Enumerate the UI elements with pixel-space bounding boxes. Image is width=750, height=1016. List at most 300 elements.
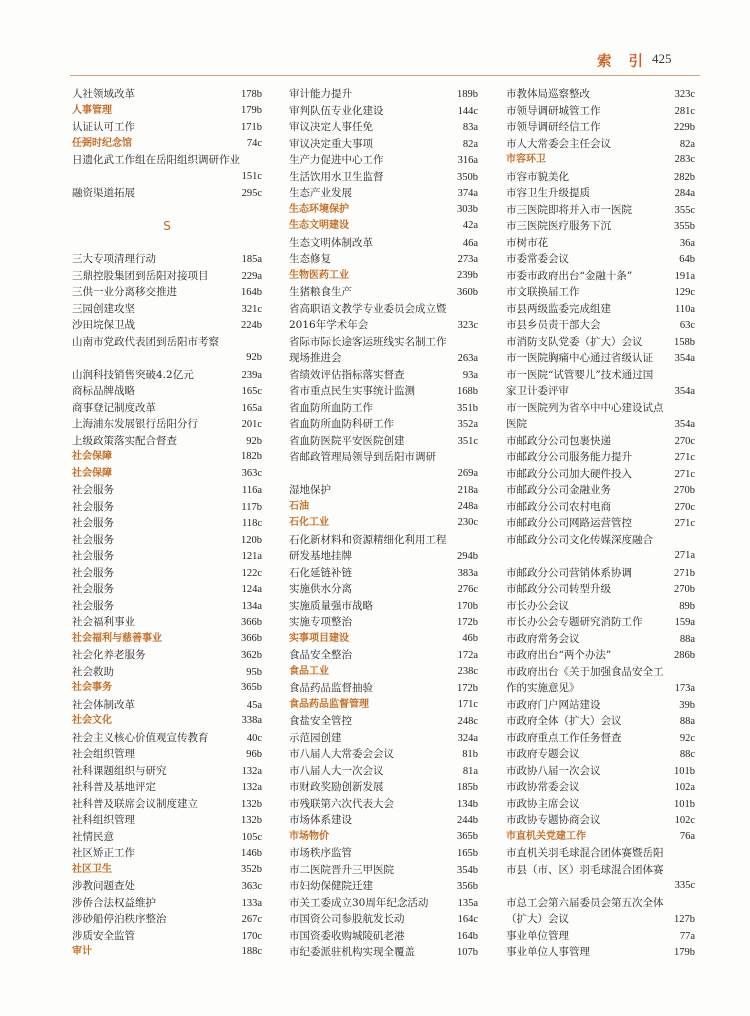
index-term: 家卫计委评审 — [506, 385, 569, 397]
index-entry-row — [72, 301, 262, 318]
page-reference: 244b — [457, 815, 478, 826]
page-reference: 284a — [674, 188, 695, 199]
page-reference: 229a — [241, 270, 262, 282]
index-entry-row — [72, 317, 262, 334]
page-reference: 135a — [457, 897, 478, 909]
index-heading-row — [289, 631, 478, 648]
index-term: 市政协主席会议 — [506, 797, 580, 810]
index-term: 市树市花 — [506, 236, 548, 249]
index-heading-term: 社会保障 — [72, 467, 112, 479]
index-entry-row — [72, 334, 262, 351]
index-heading-term: 社会福利与慈善事业 — [72, 632, 162, 644]
page-reference: 105c — [241, 831, 262, 843]
page-reference: 351c — [457, 435, 478, 447]
index-heading-term: 市直机关党建工作 — [506, 830, 586, 842]
index-term: 日遗化武工作组在岳阳组织调研作业 — [72, 154, 240, 166]
index-entry-row — [506, 499, 695, 516]
index-heading-term: 生态环境保护 — [289, 203, 349, 215]
index-term: 涉质安全监管 — [72, 929, 135, 942]
page-reference: 117b — [241, 501, 262, 513]
index-entry-row — [289, 812, 478, 829]
index-entry-row — [289, 119, 478, 136]
index-heading-row — [72, 944, 262, 961]
index-term: 实施专项整治 — [289, 616, 352, 628]
index-term: 社科普及基地评定 — [72, 781, 156, 793]
index-term: 市邮政分公司文化传媒深度融合 — [506, 533, 653, 546]
index-term: 山润科技销售突破4.2亿元 — [72, 368, 194, 381]
index-entry-row — [72, 416, 262, 433]
page-reference: 365b — [241, 682, 262, 693]
index-heading-row — [506, 829, 695, 846]
page-reference: 179b — [241, 104, 262, 116]
page-reference: 270b — [674, 584, 695, 595]
page-reference: 351b — [457, 402, 478, 414]
index-entry-row — [289, 730, 478, 747]
index-entry-row — [506, 565, 695, 582]
page-reference: 107b — [457, 947, 478, 958]
index-entry-row — [72, 383, 262, 400]
index-entry-row — [72, 548, 262, 565]
index-entry-row — [72, 581, 262, 598]
page-reference: 323c — [457, 320, 478, 331]
index-entry-row — [72, 928, 262, 945]
page-reference: 271c — [674, 518, 695, 529]
page-reference: 354b — [457, 864, 478, 876]
index-term: 市县（市、区）羽毛球混合团体赛 — [506, 863, 664, 876]
page-reference: 271c — [674, 468, 695, 480]
index-entry-row — [506, 746, 695, 763]
page-reference: 239a — [241, 369, 262, 381]
index-entry-row — [506, 202, 695, 219]
index-term: 市三医院医疗服务下沉 — [506, 220, 611, 232]
index-term: 社会服务 — [72, 599, 114, 612]
page-reference: 81b — [462, 749, 478, 760]
index-entry-row — [289, 680, 478, 697]
index-heading-row — [72, 103, 262, 120]
page-reference: 168b — [457, 386, 478, 397]
index-term: 市长办公会议 — [506, 599, 569, 612]
index-term: 山南市党政代表团到岳阳市考察 — [72, 335, 219, 348]
index-entry-row — [506, 796, 695, 813]
index-term: 市总工会第六届委员会第五次全体 — [506, 896, 664, 909]
index-entry-row — [506, 532, 695, 549]
index-entry-row — [72, 482, 262, 499]
index-entry-row — [72, 779, 262, 796]
page-reference: 39b — [679, 699, 695, 711]
index-term: 市邮政分公司服务能力提升 — [506, 451, 632, 463]
page-reference: 335c — [674, 880, 695, 891]
index-entry-row — [289, 581, 478, 598]
index-entry-row — [506, 713, 695, 730]
index-entry-row — [506, 103, 695, 120]
page-reference: 363c — [241, 881, 262, 892]
index-term: 社会服务 — [72, 484, 114, 496]
index-term: 市县两级监委完成组建 — [506, 302, 611, 315]
page-reference: 270c — [674, 435, 695, 447]
index-entry-row — [506, 515, 695, 532]
index-entry-row — [289, 136, 478, 153]
page-reference: 283c — [674, 154, 695, 165]
index-term: 实施质量强市战略 — [289, 599, 373, 612]
index-entry-row — [72, 664, 262, 681]
index-entry-row — [289, 334, 478, 351]
index-heading-row — [72, 713, 262, 730]
page-reference: 185a — [241, 254, 262, 265]
index-heading-term: 食品工业 — [289, 665, 329, 677]
index-term: 三鼎控股集团到岳阳对接项目 — [72, 269, 209, 282]
page-reference: 92c — [679, 732, 695, 744]
index-heading-row — [289, 664, 478, 681]
page-reference: 267c — [241, 914, 262, 925]
page-reference: 172b — [457, 683, 478, 694]
page-reference: 116a — [241, 485, 262, 496]
index-term: 生态文明体制改革 — [289, 236, 373, 249]
index-term: 社会组织管理 — [72, 748, 135, 760]
index-entry-row — [506, 598, 695, 615]
page-reference: 92b — [246, 352, 262, 363]
index-heading-row — [506, 152, 695, 169]
page-reference: 82a — [462, 138, 478, 150]
index-term: 市邮政分公司包裹快递 — [506, 434, 611, 447]
index-term: 社区矫正工作 — [72, 847, 135, 859]
page-reference: 178b — [241, 89, 262, 100]
index-term: （扩大）会议 — [506, 913, 569, 925]
page-reference: 355b — [674, 221, 695, 232]
page-reference: 159a — [674, 617, 695, 628]
page-reference: 158b — [674, 336, 695, 348]
index-term: 市长办公会专题研究消防工作 — [506, 616, 643, 628]
index-term: 市委市政府出台“金融十条” — [506, 269, 633, 282]
index-term: 上级政策落实配合督查 — [72, 434, 177, 447]
page-reference: 134a — [241, 600, 262, 612]
index-entry-row — [506, 383, 695, 400]
page-reference: 355c — [674, 204, 695, 216]
page-reference: 88a — [679, 716, 695, 727]
index-term: 生态产业发展 — [289, 187, 352, 199]
index-heading-term: 石化工业 — [289, 517, 329, 528]
page-reference: 88a — [679, 633, 695, 645]
header-divider — [70, 75, 700, 76]
page-reference: 366b — [241, 632, 262, 644]
index-entry-row — [72, 350, 262, 367]
page-reference: 218a — [457, 485, 478, 496]
index-entry-row — [506, 928, 695, 945]
page-number: 425 — [652, 51, 672, 66]
index-entry-row — [289, 301, 478, 318]
index-heading-term: 市容环卫 — [506, 154, 546, 165]
index-term: 生猪粮食生产 — [289, 286, 352, 298]
index-heading-row — [289, 697, 478, 714]
index-term: 省绩效评估指标落实督查 — [289, 368, 405, 381]
page-reference: 134b — [457, 798, 478, 810]
index-term: 社会化养老服务 — [72, 649, 146, 661]
index-term: 社会服务 — [72, 533, 114, 546]
page-reference: 164c — [457, 914, 478, 925]
page-reference: 248c — [457, 716, 478, 727]
page-reference: 303b — [457, 203, 478, 215]
index-column-3 — [506, 86, 695, 961]
index-term: 市政协专题协商会议 — [506, 814, 601, 826]
index-entry-row — [289, 235, 478, 252]
index-term: 市场秩序监管 — [289, 847, 352, 859]
index-term: 市政协八届一次会议 — [506, 764, 601, 777]
index-term: 市政府门户网站建设 — [506, 698, 601, 711]
page-reference: 323c — [674, 89, 695, 100]
page-reference: 356b — [457, 881, 478, 892]
index-entry-row — [289, 878, 478, 895]
page-reference: 172b — [457, 617, 478, 628]
index-term: 市八届人大一次会议 — [289, 764, 384, 777]
index-term: 市财政奖励创新发展 — [289, 781, 384, 793]
index-entry-row — [289, 763, 478, 780]
page-reference: 321c — [241, 303, 262, 315]
page-reference: 276c — [457, 584, 478, 595]
index-section-letter — [72, 202, 262, 252]
page-reference: 366b — [241, 617, 262, 628]
page-reference: 286b — [674, 650, 695, 661]
index-entry-row — [506, 862, 695, 879]
index-entry-row — [289, 598, 478, 615]
index-entry-row — [506, 400, 695, 417]
index-term: 社会服务 — [72, 583, 114, 595]
index-entry-row — [289, 862, 478, 879]
index-term: 生活饮用水卫生监督 — [289, 170, 384, 183]
page-reference: 144c — [457, 105, 478, 117]
index-term: 省邮政管理局领导到岳阳市调研 — [289, 451, 436, 463]
page-reference: 270b — [674, 485, 695, 496]
index-entry-row — [72, 565, 262, 582]
index-entry-row — [289, 317, 478, 334]
page-reference: 133a — [241, 897, 262, 909]
page-reference: 294b — [457, 551, 478, 562]
index-entry-row — [72, 598, 262, 615]
index-entry-row — [72, 367, 262, 384]
index-term: 涉教问题查处 — [72, 880, 135, 892]
index-entry-row — [72, 647, 262, 664]
index-term: 省市重点民生实事统计监测 — [289, 385, 415, 397]
index-column-2 — [289, 86, 478, 961]
index-entry-row — [506, 697, 695, 714]
index-entry-row — [289, 647, 478, 664]
index-entry-row — [72, 284, 262, 301]
page-header — [0, 0, 750, 80]
index-entry-row — [506, 845, 695, 862]
index-term: 研发基地挂牌 — [289, 550, 352, 562]
index-entry-row — [72, 515, 262, 532]
index-entry-row — [289, 944, 478, 961]
section-title: 索 引 — [597, 54, 650, 70]
index-term: 市一医院“试管婴儿”技术通过国 — [506, 368, 654, 381]
page-reference: 354a — [674, 419, 695, 430]
index-heading-term: 任弼时纪念馆 — [72, 137, 132, 149]
page-reference: 132b — [241, 815, 262, 826]
page-reference: 173a — [674, 683, 695, 694]
page-reference: 172a — [457, 650, 478, 661]
index-entry-row — [72, 433, 262, 450]
index-entry-row — [289, 251, 478, 268]
index-entry-row — [72, 119, 262, 136]
page-reference: 365b — [457, 830, 478, 842]
index-term: 市国资公司参股航发长动 — [289, 913, 405, 925]
index-entry-row — [72, 829, 262, 846]
index-term: 市八届人大常委会会议 — [289, 748, 394, 760]
index-entry-row — [72, 152, 262, 169]
index-term: 事业单位管理 — [506, 929, 569, 942]
page-reference: 281c — [674, 105, 695, 117]
index-heading-term: 石油 — [289, 500, 309, 512]
page-reference: 338a — [241, 715, 262, 726]
page-reference: 102a — [674, 782, 695, 793]
index-term: 商事登记制度改革 — [72, 401, 156, 414]
index-entry-row — [289, 713, 478, 730]
index-term: 石化延链补链 — [289, 566, 352, 579]
index-entry-row — [506, 317, 695, 334]
index-entry-row — [289, 367, 478, 384]
page-reference: 132a — [241, 765, 262, 777]
page-reference: 165a — [241, 402, 262, 414]
index-entry-row — [289, 895, 478, 912]
index-term: 2016年学术年会 — [289, 319, 369, 331]
index-term: 市一医院列为省卒中中心建设试点 — [506, 401, 664, 414]
index-entry-row — [289, 548, 478, 565]
index-heading-term: 社区卫生 — [72, 863, 112, 875]
page-reference: 92b — [246, 435, 262, 447]
index-entry-row — [289, 482, 478, 499]
page-reference: 165c — [241, 386, 262, 397]
index-term: 现场推进会 — [289, 352, 342, 364]
index-entry-row — [72, 86, 262, 103]
page-reference: 89b — [679, 600, 695, 612]
index-term: 石化新材料和资源精细化利用工程 — [289, 533, 447, 546]
index-entry-row — [72, 268, 262, 285]
index-entry-row — [289, 169, 478, 186]
index-heading-row — [289, 499, 478, 516]
index-entry-row — [506, 482, 695, 499]
index-term: 市妇幼保健院迁建 — [289, 880, 373, 892]
index-entry-row — [506, 449, 695, 466]
index-term: 生态修复 — [289, 253, 331, 265]
index-term: 市领导调研城管工作 — [506, 104, 601, 117]
page-reference: 46b — [462, 632, 478, 644]
index-term: 市人大常委会主任会议 — [506, 137, 611, 150]
index-entry-row — [506, 631, 695, 648]
index-entry-row — [72, 878, 262, 895]
index-term: 市县乡员责干部大会 — [506, 319, 601, 331]
index-term: 市国资委收购城陵矶老港 — [289, 929, 405, 942]
page-reference: 170c — [241, 930, 262, 942]
index-term: 省际市际长途客运班线实名制工作 — [289, 335, 447, 348]
index-heading-row — [289, 268, 478, 285]
index-entry-row — [289, 400, 478, 417]
index-entry-row — [72, 185, 262, 202]
index-heading-term: 人事管理 — [72, 104, 112, 116]
index-entry-row — [506, 416, 695, 433]
index-entry-row — [289, 565, 478, 582]
index-term: 省血防所血防工作 — [289, 401, 373, 414]
index-term: 市邮政分公司加大硬件投入 — [506, 467, 632, 480]
index-heading-term: 审计 — [72, 946, 92, 957]
page-reference: 238c — [457, 665, 478, 677]
page-reference: 271c — [674, 452, 695, 463]
index-term: 作的实施意见》 — [506, 682, 580, 694]
index-heading-row — [72, 449, 262, 466]
index-entry-row — [289, 416, 478, 433]
index-entry-row — [289, 86, 478, 103]
index-term: 社会体制改革 — [72, 698, 135, 711]
index-entry-row — [506, 235, 695, 252]
index-entry-row — [506, 119, 695, 136]
index-term: 市文联换届工作 — [506, 286, 580, 298]
page-reference: 93a — [462, 369, 478, 381]
page-reference: 46a — [462, 237, 478, 249]
index-term: 事业单位人事管理 — [506, 946, 590, 958]
index-entry-row — [289, 449, 478, 466]
page-reference: 164b — [241, 287, 262, 298]
page-reference: 63c — [679, 320, 695, 331]
index-entry-row — [289, 152, 478, 169]
page-reference: 229b — [674, 122, 695, 133]
page-reference: 230c — [457, 517, 478, 528]
index-entry-row — [506, 367, 695, 384]
index-entry-row — [72, 499, 262, 516]
index-term: 市一医院胸痛中心通过省级认证 — [506, 352, 653, 364]
index-entry-row — [72, 400, 262, 417]
index-term: 市政府常务会议 — [506, 632, 580, 645]
index-entry-row — [506, 812, 695, 829]
index-heading-row — [72, 631, 262, 648]
index-term: 市政府专题会议 — [506, 748, 580, 760]
index-entry-row — [72, 845, 262, 862]
index-heading-term: 市场物价 — [289, 830, 329, 842]
index-term: 医院 — [506, 418, 527, 430]
index-entry-row — [506, 548, 695, 565]
page-reference: 132b — [241, 798, 262, 810]
index-entry-row — [506, 911, 695, 928]
page-reference: 269a — [457, 467, 478, 479]
index-term: 市邮政分公司农村电商 — [506, 500, 611, 513]
section-letter: S — [163, 219, 171, 233]
page-reference: 170b — [457, 600, 478, 612]
page-reference: 76a — [679, 830, 695, 842]
index-term: 市消防支队党委（扩大）会议 — [506, 335, 643, 348]
page-reference: 101b — [674, 765, 695, 777]
index-entry-row — [289, 911, 478, 928]
index-entry-row — [72, 763, 262, 780]
index-term: 市邮政分公司网路运营管控 — [506, 517, 632, 529]
page-reference: 354a — [674, 386, 695, 397]
index-entry-row — [72, 614, 262, 631]
page-reference: 120b — [241, 534, 262, 546]
index-term: 省高职语文教学专业委员会成立暨 — [289, 302, 447, 315]
index-heading-row — [289, 202, 478, 219]
index-entry-row — [506, 944, 695, 961]
index-heading-row — [72, 862, 262, 879]
index-entry-row — [506, 185, 695, 202]
index-term: 市容市貌美化 — [506, 170, 569, 183]
index-entry-row — [506, 647, 695, 664]
page-reference: 102c — [674, 815, 695, 826]
index-heading-term: 社会文化 — [72, 715, 112, 726]
page-reference: 185b — [457, 782, 478, 793]
index-heading-term: 实事项目建设 — [289, 632, 349, 644]
index-term: 示范园创建 — [289, 731, 342, 744]
index-entry-row — [506, 466, 695, 483]
index-heading-term: 社会保障 — [72, 451, 112, 462]
index-term: 市委常委会议 — [506, 253, 569, 265]
index-entry-row — [72, 746, 262, 763]
page-reference: 171b — [241, 122, 262, 133]
page-reference: 201c — [241, 419, 262, 430]
